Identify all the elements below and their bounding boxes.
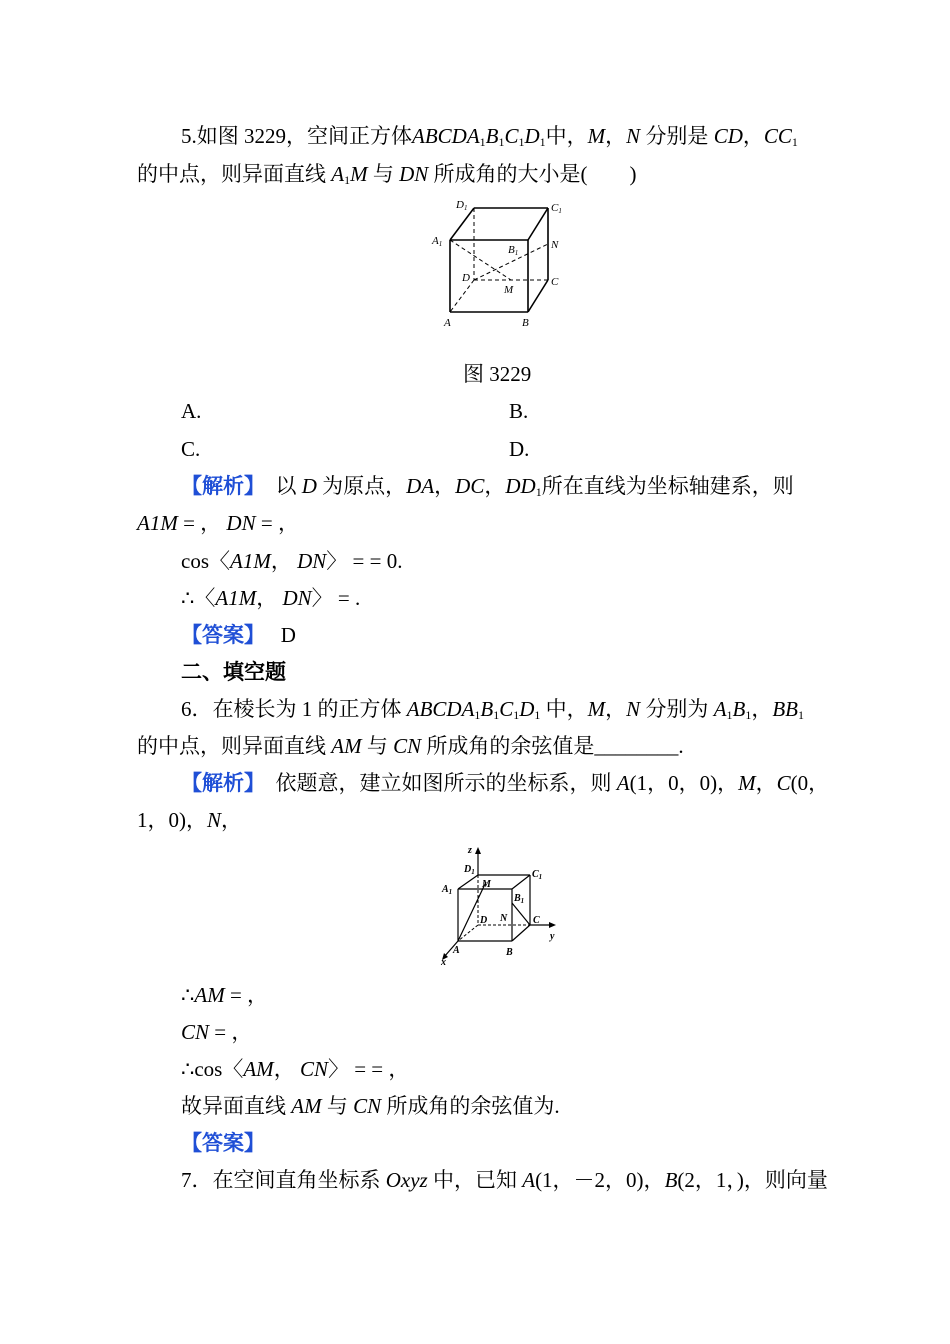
section-heading: 二、填空题: [181, 660, 286, 684]
q6-am-line: ∴AM = ，: [181, 983, 269, 1007]
q6-line-2: 的中点，则异面直线 AM 与 CN 所成角的余弦值是________.: [137, 734, 684, 758]
q6-line-1: 6．在棱长为 1 的正方体 $ABCDA_1B_1C_1D_1$ 中，M，N 分别为 $A_1B_1$，$BB_1$: [181, 697, 804, 722]
label-C: C: [533, 915, 540, 926]
q5-option-d: D.: [509, 437, 530, 461]
label-D: D: [462, 272, 470, 284]
label-M: M: [482, 879, 491, 890]
label-A1: A1: [432, 235, 443, 248]
label-C1: C1: [551, 202, 562, 215]
q5-option-a: A.: [181, 399, 202, 423]
q6-cos-line: ∴cos〈AM， CN〉 = = ，: [181, 1057, 410, 1081]
label-N: N: [551, 239, 559, 251]
q5-analysis-line-2: A1M = ， DN = ，: [137, 511, 299, 535]
q5-option-b: B.: [509, 399, 529, 423]
label-B: B: [522, 317, 529, 329]
label-B1: $B_1$: [514, 893, 525, 905]
analysis-tag: 【解析】: [181, 474, 265, 498]
q5-analysis-line-4: ∴〈A1M， DN〉 = .: [181, 586, 361, 610]
label-B1: B1: [508, 244, 519, 257]
label-D1: D1: [456, 199, 468, 212]
q7-line-1: 7．在空间直角坐标系 Oxyz 中，已知 A(1，－2，0)，B(2，1，)，则向量: [181, 1168, 828, 1192]
q5-cube-figure: [428, 196, 578, 332]
label-A: A: [453, 945, 460, 956]
label-D: D: [480, 915, 488, 926]
label-y: y: [550, 931, 555, 942]
q5-answer: 【答案】 D: [181, 623, 296, 647]
q5-line-1: 5.如图 3229，空间正方体$ABCDA_1B_1C_1D_1$中，M，N 分别是 CD，$CC_1$: [181, 124, 798, 149]
q6-analysis-line-1: 【解析】 依题意，建立如图所示的坐标系，则 A(1，0，0)，M，C(0，: [181, 771, 830, 795]
label-z: z: [468, 845, 472, 856]
q5-figure-caption: 图 3229: [463, 362, 532, 386]
q6-cube-figure: [438, 843, 568, 967]
q6-analysis-line-2: 1，0)，N，: [137, 808, 243, 832]
analysis-tag: 【解析】: [181, 771, 265, 795]
label-M: M: [504, 284, 514, 296]
answer-tag: 【答案】: [181, 1131, 265, 1155]
q5-analysis-line-1: 【解析】 以 D 为原点，DA，DC，$DD_1$所在直线为坐标轴建系，则: [181, 474, 794, 499]
label-N: N: [500, 913, 508, 924]
q6-answer: [181, 1130, 265, 1156]
label-C1: $C_1$: [532, 869, 543, 881]
q5-option-c: C.: [181, 437, 201, 461]
label-A1: $A_1$: [442, 884, 453, 896]
q6-conclusion: 故异面直线 AM 与 CN 所成角的余弦值为.: [181, 1094, 560, 1118]
q6-cn-line: CN = ，: [181, 1020, 253, 1044]
label-D1: $D_1$: [464, 864, 475, 876]
label-x: x: [441, 957, 446, 967]
label-B: B: [506, 947, 513, 958]
q5-line-2: 的中点，则异面直线 $A_1M$ 与 DN 所成角的大小是( ): [137, 162, 637, 187]
q5-analysis-line-3: cos〈A1M， DN〉 = = 0.: [181, 549, 403, 573]
answer-tag: 【答案】: [181, 623, 265, 647]
label-A: A: [444, 317, 451, 329]
label-C: C: [551, 276, 559, 288]
